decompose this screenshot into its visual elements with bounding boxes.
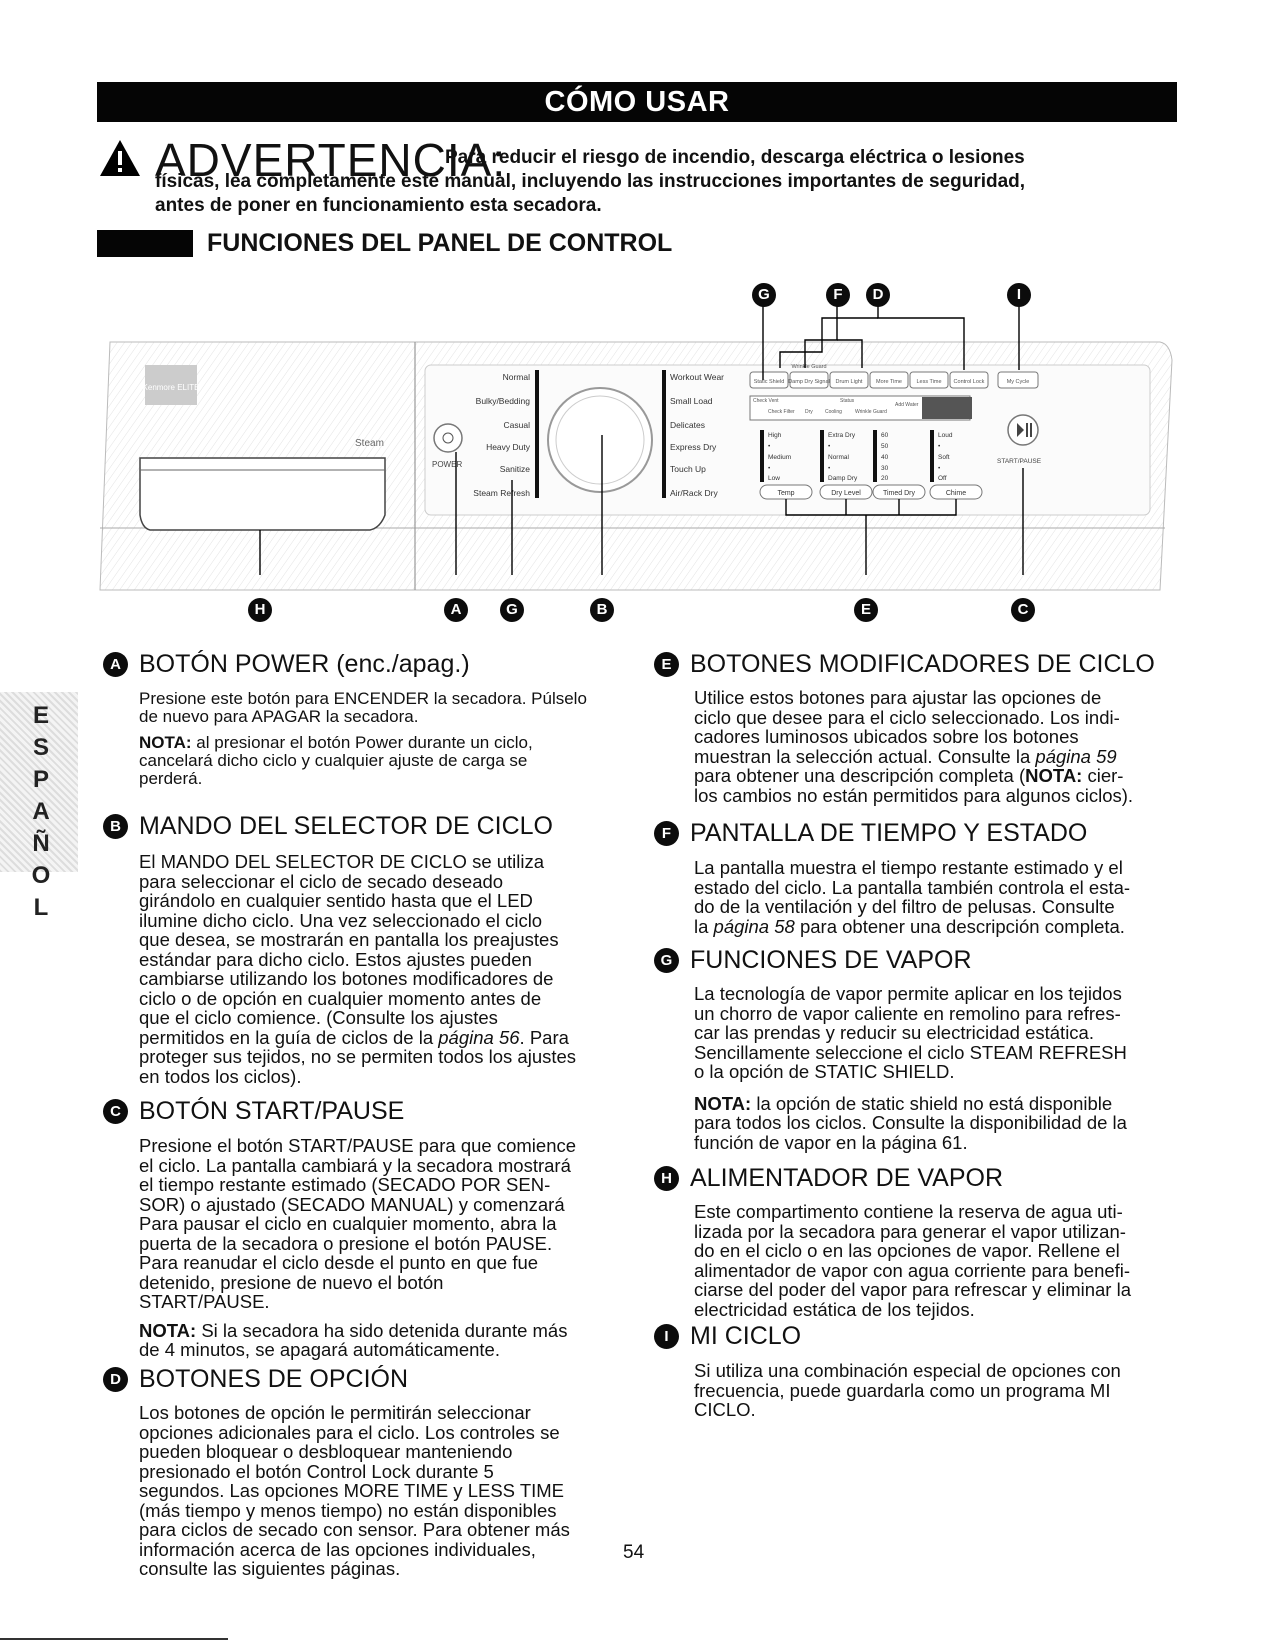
temp-low: Low xyxy=(768,475,780,482)
page-number: 54 xyxy=(623,1542,645,1563)
callout-c-bottom: C xyxy=(1011,598,1035,622)
item-d-line: presionado el botón Control Lock durante 5 xyxy=(139,1460,494,1482)
item-i-heading: MI CICLO xyxy=(690,1322,802,1350)
item-d-line: Los botones de opción le permitirán seleccionar xyxy=(139,1402,531,1423)
cycle-workout-wear: Workout Wear xyxy=(670,372,725,382)
status-wrinkle-guard: Wrinkle Guard xyxy=(855,409,887,415)
status-cooling: Cooling xyxy=(825,409,842,415)
nota-text: función de vapor en la página 61. xyxy=(694,1131,968,1153)
section-marker xyxy=(97,230,193,257)
status-add-water: Add Water xyxy=(895,402,919,408)
item-e-heading: BOTONES MODIFICADORES DE CICLO xyxy=(690,650,1155,678)
item-c-line: el tiempo restante estimado (SECADO POR SEN- xyxy=(139,1174,551,1195)
nota-text: al presionar el botón Power durante un ciclo, xyxy=(191,733,533,752)
item-f-title xyxy=(654,819,1087,848)
item-d-line: pueden bloquear o desbloquear manteniendo xyxy=(139,1441,513,1462)
item-c-line: detenido, presione de nuevo el botón xyxy=(139,1271,444,1293)
item-b-line: ciclo o de opción en cualquier momento antes de xyxy=(139,987,542,1009)
callout-f-top: F xyxy=(826,283,850,307)
item-g-line: La tecnología de vapor permite aplicar en los tejidos xyxy=(694,983,1122,1004)
item-g-letter: G xyxy=(654,948,679,973)
option-drum-light-label: Drum Light xyxy=(835,379,863,385)
temp-medium: Medium xyxy=(768,454,792,461)
item-b-line: que el ciclo comience. (Consulte los ajustes xyxy=(139,1007,498,1028)
warning-line-1: Para reducir el riesgo de incendio, descarga eléctrica o lesiones xyxy=(445,147,1025,168)
page-reference: página 56 xyxy=(438,1026,520,1048)
language-tab-char: P xyxy=(32,766,49,793)
cycle-touch-up: Touch Up xyxy=(670,464,706,474)
item-f-text: para obtener una descripción completa. xyxy=(794,915,1125,937)
status-label: Status xyxy=(840,398,855,404)
item-i-line: Si utiliza una combinación especial de opciones con xyxy=(694,1360,1121,1381)
item-e-line: los cambios no están permitidos para algunos ciclos). xyxy=(694,784,1134,806)
temp-high: High xyxy=(768,432,782,439)
item-b-body xyxy=(139,852,619,1086)
dry-damp: Damp Dry xyxy=(828,475,858,482)
steam-label: Steam xyxy=(355,438,384,449)
item-b-text: . Para xyxy=(519,1026,569,1048)
item-a-nota xyxy=(139,734,619,752)
timed-dry-button-label: Timed Dry xyxy=(882,490,916,497)
item-d-title xyxy=(103,1365,408,1394)
item-e-line xyxy=(694,747,1174,767)
item-i-body xyxy=(694,1361,1174,1420)
item-h-line: lizada por la secadora para generar el vapor utilizan- xyxy=(694,1220,1126,1242)
page-reference: página 59 xyxy=(1035,745,1117,767)
item-f-line: estado del ciclo. La pantalla también controla el esta- xyxy=(694,876,1131,898)
dry-normal: Normal xyxy=(828,454,849,461)
item-b-line: girándolo en cualquier sentido hasta que el LED xyxy=(139,890,533,911)
chime-off: Off xyxy=(938,475,947,482)
item-a-letter: A xyxy=(103,652,128,677)
item-e-body xyxy=(694,688,1174,805)
warning-line-3: antes de poner en funcionamiento esta secadora. xyxy=(155,195,602,216)
power-button[interactable] xyxy=(434,424,462,452)
nota-label: NOTA: xyxy=(1025,765,1083,786)
language-tab-char: E xyxy=(32,702,49,729)
cycle-heavy-duty: Heavy Duty xyxy=(486,442,530,452)
my-cycle-label: My Cycle xyxy=(1006,379,1030,385)
option-damp-dry-signal-label: Damp Dry Signal xyxy=(788,379,830,385)
footer-rule xyxy=(0,1638,228,1640)
item-h-line: ciarse del poder del vapor para refrescar y eliminar la xyxy=(694,1279,1132,1300)
time-30: 30 xyxy=(881,465,889,472)
item-b-line: ilumine dicho ciclo. Una vez seleccionado el ciclo xyxy=(139,909,543,931)
callout-b-bottom: B xyxy=(590,598,614,622)
item-f-line: La pantalla muestra el tiempo restante estimado y el xyxy=(694,857,1123,878)
status-check-filter: Check Filter xyxy=(768,409,795,415)
item-h-line: electricidad estática de los tejidos. xyxy=(694,1298,975,1320)
item-g-heading: FUNCIONES DE VAPOR xyxy=(690,946,972,974)
start-pause-label: START/PAUSE xyxy=(997,458,1042,465)
item-i-letter: I xyxy=(654,1324,679,1349)
item-c-line: el ciclo. La pantalla cambiará y la secadora mostrará xyxy=(139,1154,571,1176)
item-h-body xyxy=(694,1202,1174,1319)
time-display xyxy=(922,397,972,419)
item-f-line xyxy=(694,917,1174,937)
item-d-line: consulte las siguientes páginas. xyxy=(139,1558,401,1579)
language-tab-char: O xyxy=(31,862,51,889)
item-b-text: permitidos en la guía de ciclos de la xyxy=(139,1026,439,1048)
item-h-title xyxy=(654,1164,1003,1193)
language-tab-char: S xyxy=(32,734,49,761)
callout-d-top: D xyxy=(866,283,890,307)
item-c-line: Para pausar el ciclo en cualquier momento, abra la xyxy=(139,1213,557,1234)
item-e-text: para obtener una descripción completa ( xyxy=(694,765,1026,786)
time-40: 40 xyxy=(881,454,889,461)
item-f-line: do de la ventilación y del filtro de pelusas. Consulte xyxy=(694,896,1115,917)
cycle-casual: Casual xyxy=(503,420,530,430)
item-f-body xyxy=(694,858,1174,936)
item-a-heading: BOTÓN POWER (enc./apag.) xyxy=(139,650,470,678)
chime-dot-1: • xyxy=(938,443,941,450)
dry-dot-2: • xyxy=(828,465,831,472)
nota-text: para todos los ciclos. Consulte la disponibilidad de la xyxy=(694,1112,1127,1133)
item-i-title xyxy=(654,1322,801,1351)
chime-dot-2: • xyxy=(938,465,941,472)
section-title: FUNCIONES DEL PANEL DE CONTROL xyxy=(207,229,673,257)
time-20: 20 xyxy=(881,475,889,482)
item-e-letter: E xyxy=(654,652,679,677)
callout-g-bottom: G xyxy=(500,598,524,622)
status-check-vent: Check Vent xyxy=(753,398,779,404)
item-a-line: de nuevo para APAGAR la secadora. xyxy=(139,707,419,726)
warning-heading: ADVERTENCIA: xyxy=(155,134,507,186)
callout-i-top: I xyxy=(1007,283,1031,307)
item-d-line: (más tiempo y menos tiempo) no están disponibles xyxy=(139,1499,557,1521)
item-h-line: alimentador de vapor con agua corriente para benefi- xyxy=(694,1259,1131,1281)
cycle-steam-refresh: Steam Refresh xyxy=(473,488,530,498)
temp-button-label: Temp xyxy=(777,490,795,497)
item-g-body xyxy=(694,984,1174,1152)
item-i-line: frecuencia, puede guardarla como un programa MI xyxy=(694,1379,1111,1401)
section-banner: CÓMO USAR xyxy=(97,82,1177,122)
item-c-body xyxy=(139,1136,619,1360)
callout-h-bottom: H xyxy=(248,598,272,622)
steam-feeder-drawer[interactable] xyxy=(140,458,385,530)
item-b-letter: B xyxy=(103,814,128,839)
item-f-heading: PANTALLA DE TIEMPO Y ESTADO xyxy=(690,819,1088,847)
item-f-text: la xyxy=(694,915,714,937)
cycle-express-dry: Express Dry xyxy=(670,442,717,452)
chime-loud: Loud xyxy=(938,432,953,439)
item-b-line: que desea, se mostrarán en pantalla los preajustes xyxy=(139,929,559,950)
cycle-air-rack-dry: Air/Rack Dry xyxy=(670,488,718,498)
language-tab-label xyxy=(30,700,52,924)
chime-soft: Soft xyxy=(938,454,950,461)
item-c-line: Para reanudar el ciclo desde el punto en que fue xyxy=(139,1252,539,1273)
nota-text: de 4 minutos, se apagará automáticamente. xyxy=(139,1339,500,1360)
item-b-line: estándar para dicho ciclo. Estos ajustes pueden xyxy=(139,948,532,970)
cycle-sanitize: Sanitize xyxy=(499,464,530,474)
page-reference: página 58 xyxy=(713,915,795,937)
item-g-line: un chorro de vapor caliente en remolino para refres- xyxy=(694,1002,1121,1024)
item-h-line: do en el ciclo o en las opciones de vapor. Rellene el xyxy=(694,1240,1120,1261)
item-b-title xyxy=(103,812,553,841)
item-e-line: ciclo que desee para el ciclo seleccionado. Los indi- xyxy=(694,706,1120,728)
nota-label: NOTA: xyxy=(139,1319,197,1341)
nota-text: Si la secadora ha sido detenida durante más xyxy=(196,1319,568,1341)
item-c-line: SOR) o ajustado (SECADO MANUAL) y comenzará xyxy=(139,1193,565,1215)
item-c-line: START/PAUSE. xyxy=(139,1291,270,1312)
cycle-normal: Normal xyxy=(502,372,530,382)
nota-label: NOTA: xyxy=(139,733,192,752)
cycle-delicates: Delicates xyxy=(670,420,705,430)
item-c-line: Presione el botón START/PAUSE para que comience xyxy=(139,1135,577,1156)
dry-extra: Extra Dry xyxy=(828,432,856,439)
item-b-line: en todos los ciclos). xyxy=(139,1065,302,1087)
item-d-line: información acerca de las opciones individuales, xyxy=(139,1538,536,1560)
temp-dot-2: • xyxy=(768,465,771,472)
cycle-bulky-bedding: Bulky/Bedding xyxy=(475,396,530,406)
item-c-title xyxy=(103,1097,404,1126)
item-c-heading: BOTÓN START/PAUSE xyxy=(139,1097,405,1125)
item-e-line: Utilice estos botones para ajustar las opciones de xyxy=(694,687,1102,708)
item-g-title xyxy=(654,946,972,975)
item-b-line xyxy=(139,1028,619,1048)
dry-dot-1: • xyxy=(828,443,831,450)
wrinkle-guard-label: Wrinkle Guard xyxy=(791,364,827,370)
item-h-heading: ALIMENTADOR DE VAPOR xyxy=(690,1164,1004,1192)
language-tab-char: L xyxy=(33,894,49,921)
option-static-shield-label: Static Shield xyxy=(753,379,785,385)
item-b-line: El MANDO DEL SELECTOR DE CICLO se utiliza xyxy=(139,851,545,872)
option-control-lock-label: Control Lock xyxy=(953,379,985,385)
item-b-line: cambiarse utilizando los botones modificadores de xyxy=(139,968,554,989)
item-b-line: proteger sus tejidos, no se permiten todos los ajustes xyxy=(139,1046,577,1067)
power-label: POWER xyxy=(432,460,463,469)
time-60: 60 xyxy=(881,432,889,439)
item-g-line: Sencillamente seleccione el ciclo STEAM REFRESH xyxy=(694,1041,1127,1063)
item-h-letter: H xyxy=(654,1166,679,1191)
item-a-title xyxy=(103,650,470,679)
brand-logo-text: Kenmore ELITE xyxy=(142,383,200,392)
item-a-body xyxy=(139,690,619,788)
nota-text: la opción de static shield no está disponible xyxy=(751,1092,1113,1114)
callout-a-bottom: A xyxy=(444,598,468,622)
item-d-line: opciones adicionales para el ciclo. Los controles se xyxy=(139,1421,560,1443)
item-c-line: puerta de la secadora o presione el botón PAUSE. xyxy=(139,1232,553,1254)
warning-text xyxy=(155,146,1105,218)
item-d-heading: BOTONES DE OPCIÓN xyxy=(139,1365,409,1393)
item-i-line: CICLO. xyxy=(694,1399,756,1420)
item-h-line: Este compartimento contiene la reserva de agua uti- xyxy=(694,1201,1123,1222)
item-g-line: car las prendas y reducir su electricidad estática. xyxy=(694,1022,1094,1043)
item-g-nota xyxy=(694,1094,1174,1114)
language-tab-char: A xyxy=(32,798,50,825)
cycle-small-load: Small Load xyxy=(670,396,713,406)
option-more-time-label: More Time xyxy=(876,379,902,385)
item-e-text: cier- xyxy=(1082,765,1124,786)
status-dry: Dry xyxy=(805,409,813,415)
item-e-line: cadores luminosos ubicados sobre los botones xyxy=(694,726,1079,747)
item-c-letter: C xyxy=(103,1099,128,1124)
nota-text: cancelará dicho ciclo y cualquier ajuste de carga se xyxy=(139,751,528,770)
nota-text: perderá. xyxy=(139,769,203,788)
cycle-selector-knob[interactable] xyxy=(548,388,652,492)
language-tab-char: Ñ xyxy=(32,830,50,857)
warning-icon xyxy=(98,138,142,178)
item-d-line: segundos. Las opciones MORE TIME y LESS TIME xyxy=(139,1480,565,1501)
item-f-letter: F xyxy=(654,821,679,846)
callout-e-bottom: E xyxy=(854,598,878,622)
item-e-text: muestran la selección actual. Consulte la xyxy=(694,745,1036,767)
dry-level-button-label: Dry Level xyxy=(831,490,861,497)
time-50: 50 xyxy=(881,443,889,450)
item-a-line: Presione este botón para ENCENDER la secadora. Púlselo xyxy=(139,689,587,708)
item-e-title xyxy=(654,650,1155,679)
nota-label: NOTA: xyxy=(694,1092,752,1114)
chime-button-label: Chime xyxy=(945,490,967,497)
control-panel-illustration xyxy=(80,280,1180,620)
temp-dot-1: • xyxy=(768,443,771,450)
callout-g-top: G xyxy=(752,283,776,307)
item-d-letter: D xyxy=(103,1367,128,1392)
option-less-time-label: Less Time xyxy=(916,379,942,385)
item-d-line: para ciclos de secado con sensor. Para obtener más xyxy=(139,1519,570,1540)
item-b-line: para seleccionar el ciclo de secado deseado xyxy=(139,870,504,892)
warning-line-2: físicas, lea completamente este manual, incluyendo las instrucciones importantes de seguridad, xyxy=(155,171,1026,192)
item-e-line xyxy=(694,766,1174,786)
item-b-heading: MANDO DEL SELECTOR DE CICLO xyxy=(139,812,553,840)
item-c-nota xyxy=(139,1321,619,1341)
item-g-line: o la opción de STATIC SHIELD. xyxy=(694,1061,955,1082)
item-d-body xyxy=(139,1403,619,1579)
